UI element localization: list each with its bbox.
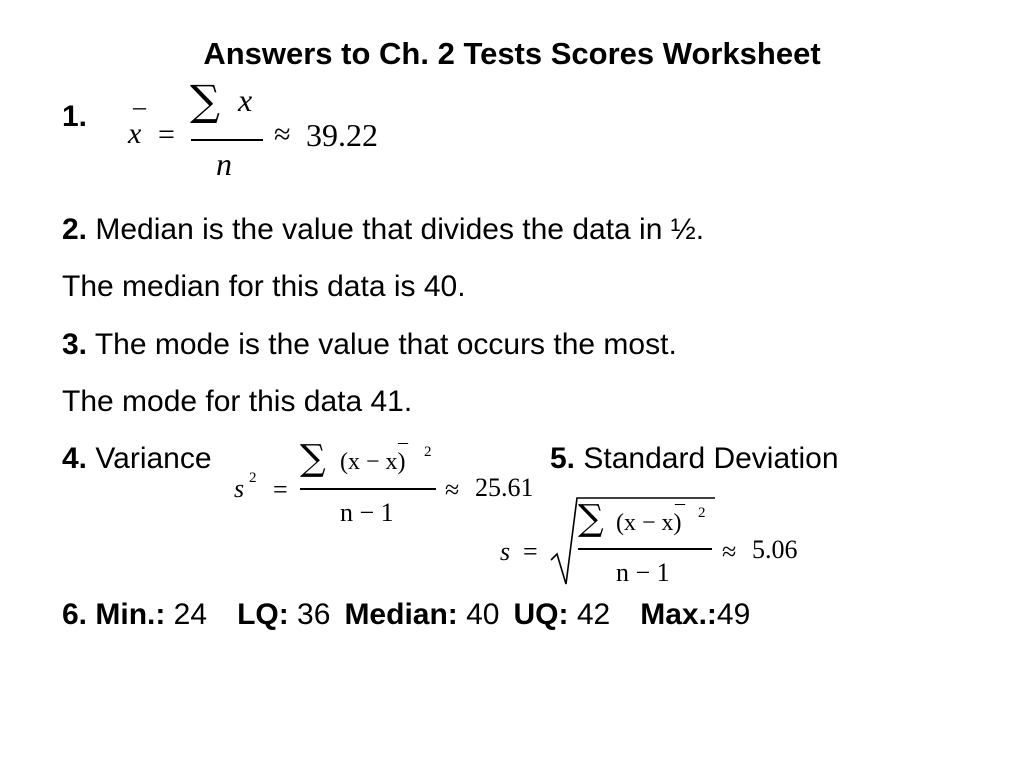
q5-lhs: s [500, 537, 511, 566]
q5-approx: ≈ [722, 537, 737, 566]
q1-equals: = [158, 118, 175, 151]
q6-number: 6. [62, 598, 88, 631]
q5-sum-symbol: ∑ [578, 498, 604, 539]
q5-number: 5. [550, 442, 576, 475]
q6-min-value: 24 [165, 598, 208, 631]
q2-number: 2. [62, 213, 88, 246]
q1-numerator-var: x [238, 82, 253, 118]
q6-five-number-summary [62, 598, 750, 632]
q6-lq-label: LQ: [237, 598, 289, 631]
q5-heading [550, 442, 839, 476]
q5-numerator-expr: (x − x) [616, 510, 682, 536]
q4-xbar-overline: – [398, 431, 408, 453]
q4-lhs: s [234, 474, 245, 503]
q6-uq-label: UQ: [513, 598, 569, 631]
q4-equals: = [273, 475, 288, 504]
q4-denominator: n − 1 [340, 498, 394, 527]
q4-label: Variance [87, 442, 212, 475]
q2-line1 [62, 213, 704, 247]
q1-fraction-bar [191, 139, 263, 141]
q3-text: The mode is the value that occurs the most. [87, 328, 677, 361]
q6-min-label: Min.: [87, 598, 166, 631]
q4-sum-symbol: ∑ [300, 438, 326, 479]
q3-line1 [62, 328, 677, 362]
page-title: Answers to Ch. 2 Tests Scores Worksheet [203, 36, 821, 71]
q5-fraction-bar [578, 548, 712, 550]
q6-lq-value: 36 [288, 598, 331, 631]
q1-xbar-overline: – [133, 92, 146, 121]
q4-number: 4. [62, 442, 88, 475]
q2-text: Median is the value that divides the data in ½. [87, 213, 705, 246]
q4-numerator-exponent: 2 [424, 444, 432, 460]
q6-median-label: Median: [344, 598, 458, 631]
q1-value: 39.22 [306, 117, 378, 153]
q3-line2: The mode for this data 41. [62, 385, 413, 418]
q1-number: 1. [62, 100, 88, 133]
q5-equals: = [523, 537, 538, 566]
q1-approx: ≈ [274, 118, 291, 151]
q6-max-label: Max.: [640, 598, 717, 631]
q1-sum-symbol: ∑ [190, 76, 220, 125]
q5-value: 5.06 [752, 535, 798, 564]
q4-approx: ≈ [445, 475, 460, 504]
q6-max-value: 49 [716, 598, 751, 631]
q6-uq-value: 42 [568, 598, 611, 631]
q4-value: 25.61 [475, 473, 534, 502]
q4-fraction-bar [300, 488, 436, 490]
q5-xbar-overline: – [675, 492, 685, 514]
q1-denominator: n [216, 146, 232, 182]
q2-line2: The median for this data is 40. [62, 270, 466, 303]
q3-number: 3. [62, 328, 88, 361]
q4-numerator-expr: (x − x) [340, 449, 406, 475]
q4-lhs-exponent: 2 [249, 470, 257, 486]
q5-label: Standard Deviation [575, 442, 839, 475]
q4-heading [62, 442, 212, 476]
q5-numerator-exponent: 2 [698, 505, 706, 521]
q5-denominator: n − 1 [616, 558, 670, 587]
q6-median-value: 40 [457, 598, 500, 631]
q1-lhs: x [128, 117, 142, 150]
